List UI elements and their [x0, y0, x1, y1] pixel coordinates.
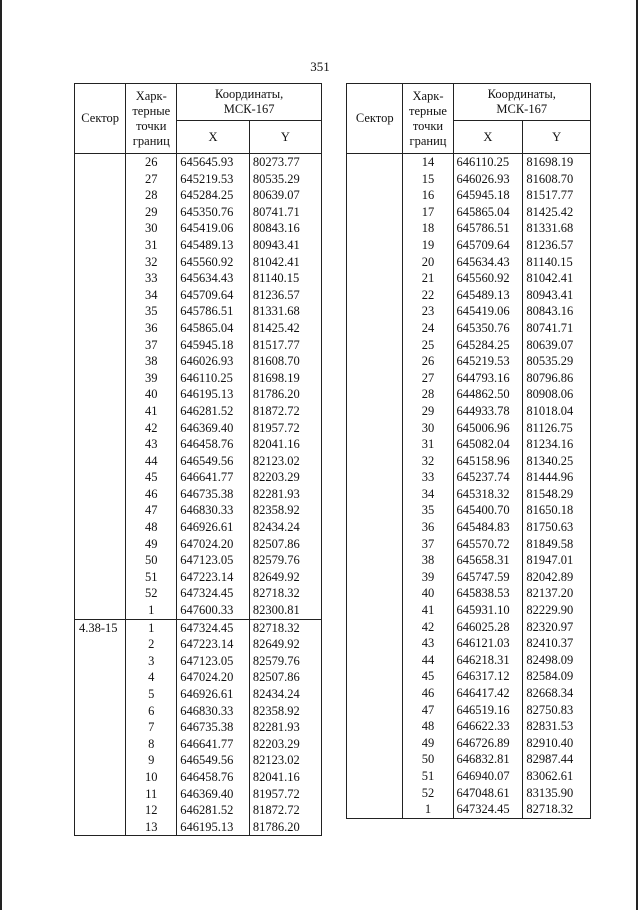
y-cell: 81786.20 [249, 819, 321, 836]
point-cell: 46 [126, 486, 177, 503]
x-cell: 646025.28 [453, 619, 523, 636]
y-cell: 82320.97 [523, 619, 591, 636]
page-number: 351 [310, 59, 330, 74]
x-cell: 646458.76 [177, 769, 250, 786]
point-cell: 12 [126, 802, 177, 819]
point-cell: 44 [403, 652, 453, 669]
y-cell: 81957.72 [249, 420, 321, 437]
x-cell: 645489.13 [453, 287, 523, 304]
y-cell: 81140.15 [249, 270, 321, 287]
y-cell: 82831.53 [523, 718, 591, 735]
point-cell: 33 [126, 270, 177, 287]
y-cell: 82750.83 [523, 702, 591, 719]
y-cell: 80273.77 [249, 154, 321, 171]
y-cell: 82649.92 [249, 636, 321, 653]
point-cell: 50 [403, 751, 453, 768]
x-cell: 647223.14 [177, 636, 250, 653]
x-cell: 645570.72 [453, 536, 523, 553]
point-cell: 41 [403, 602, 453, 619]
y-cell: 82041.16 [249, 436, 321, 453]
y-cell: 82281.93 [249, 719, 321, 736]
point-cell: 38 [403, 552, 453, 569]
y-cell: 83135.90 [523, 785, 591, 802]
table-row [347, 154, 591, 171]
x-cell: 645838.53 [453, 585, 523, 602]
point-cell: 36 [403, 519, 453, 536]
point-cell: 29 [403, 403, 453, 420]
x-cell: 646281.52 [177, 802, 250, 819]
point-cell: 52 [403, 785, 453, 802]
y-cell: 81698.19 [249, 370, 321, 387]
y-cell: 81425.42 [249, 320, 321, 337]
y-cell: 81650.18 [523, 502, 591, 519]
y-cell: 82718.32 [523, 801, 591, 818]
y-cell: 80741.71 [523, 320, 591, 337]
point-cell: 37 [403, 536, 453, 553]
point-cell: 49 [126, 536, 177, 553]
x-cell: 645400.70 [453, 502, 523, 519]
point-cell: 13 [126, 819, 177, 836]
point-cell: 28 [403, 386, 453, 403]
table-row [75, 619, 322, 636]
y-cell: 81331.68 [523, 220, 591, 237]
table-row [75, 154, 322, 171]
y-cell: 81698.19 [523, 154, 591, 171]
x-cell: 647223.14 [177, 569, 250, 586]
x-cell: 644862.50 [453, 386, 523, 403]
table-body-right [347, 154, 591, 819]
point-cell: 44 [126, 453, 177, 470]
table-body-left [75, 154, 322, 836]
point-cell: 30 [126, 220, 177, 237]
y-cell: 82410.37 [523, 635, 591, 652]
y-cell: 82123.02 [249, 453, 321, 470]
y-cell: 81548.29 [523, 486, 591, 503]
point-cell: 1 [403, 801, 453, 818]
x-cell: 646926.61 [177, 686, 250, 703]
x-cell: 646458.76 [177, 436, 250, 453]
point-cell: 23 [403, 303, 453, 320]
y-cell: 81236.57 [523, 237, 591, 254]
point-cell: 3 [126, 653, 177, 670]
y-header: Y [523, 121, 591, 154]
point-cell: 24 [403, 320, 453, 337]
x-cell: 645318.32 [453, 486, 523, 503]
x-cell: 647024.20 [177, 536, 250, 553]
x-cell: 646218.31 [453, 652, 523, 669]
point-cell: 31 [403, 436, 453, 453]
point-cell: 35 [403, 502, 453, 519]
y-cell: 80943.41 [523, 287, 591, 304]
point-cell: 15 [403, 171, 453, 188]
y-cell: 82281.93 [249, 486, 321, 503]
x-cell: 646832.81 [453, 751, 523, 768]
y-cell: 81872.72 [249, 403, 321, 420]
x-cell: 646622.33 [453, 718, 523, 735]
y-cell: 81042.41 [523, 270, 591, 287]
y-cell: 82434.24 [249, 686, 321, 703]
y-cell: 82498.09 [523, 652, 591, 669]
y-cell: 82584.09 [523, 668, 591, 685]
point-cell: 31 [126, 237, 177, 254]
y-cell: 81234.16 [523, 436, 591, 453]
x-cell: 645709.64 [177, 287, 250, 304]
y-cell: 81947.01 [523, 552, 591, 569]
y-cell: 81018.04 [523, 403, 591, 420]
point-cell: 45 [403, 668, 453, 685]
point-cell: 36 [126, 320, 177, 337]
y-cell: 81340.25 [523, 453, 591, 470]
point-cell: 29 [126, 204, 177, 221]
x-cell: 645219.53 [177, 171, 250, 188]
y-cell: 82358.92 [249, 502, 321, 519]
point-cell: 27 [403, 370, 453, 387]
y-cell: 82203.29 [249, 736, 321, 753]
x-cell: 647048.61 [453, 785, 523, 802]
x-cell: 645786.51 [453, 220, 523, 237]
x-cell: 646830.33 [177, 502, 250, 519]
x-cell: 645786.51 [177, 303, 250, 320]
point-cell: 17 [403, 204, 453, 221]
y-cell: 80908.06 [523, 386, 591, 403]
point-cell: 39 [403, 569, 453, 586]
point-cell: 14 [403, 154, 453, 171]
x-cell: 646369.40 [177, 420, 250, 437]
x-cell: 645645.93 [177, 154, 250, 171]
x-cell: 645006.96 [453, 420, 523, 437]
x-cell: 646195.13 [177, 819, 250, 836]
y-cell: 81042.41 [249, 254, 321, 271]
y-cell: 82137.20 [523, 585, 591, 602]
x-cell: 645560.92 [453, 270, 523, 287]
point-cell: 52 [126, 585, 177, 602]
y-cell: 82300.81 [249, 602, 321, 619]
x-cell: 645350.76 [177, 204, 250, 221]
x-cell: 646641.77 [177, 736, 250, 753]
coordinates-table-right [346, 83, 591, 819]
y-cell: 82718.32 [249, 585, 321, 602]
x-cell: 644933.78 [453, 403, 523, 420]
point-cell: 40 [126, 386, 177, 403]
point-cell: 1 [126, 619, 177, 636]
x-cell: 646195.13 [177, 386, 250, 403]
y-cell: 80843.16 [249, 220, 321, 237]
point-cell: 27 [126, 171, 177, 188]
sector-header: Сектор [347, 84, 403, 154]
point-cell: 9 [126, 752, 177, 769]
point-cell: 22 [403, 287, 453, 304]
y-cell: 82579.76 [249, 552, 321, 569]
x-cell: 645865.04 [177, 320, 250, 337]
x-cell: 644793.16 [453, 370, 523, 387]
point-cell: 28 [126, 187, 177, 204]
point-cell: 11 [126, 786, 177, 803]
x-cell: 646026.93 [177, 353, 250, 370]
point-cell: 18 [403, 220, 453, 237]
y-cell: 82910.40 [523, 735, 591, 752]
point-cell: 8 [126, 736, 177, 753]
point-cell: 2 [126, 636, 177, 653]
x-cell: 645658.31 [453, 552, 523, 569]
point-cell: 7 [126, 719, 177, 736]
y-cell: 82434.24 [249, 519, 321, 536]
y-cell: 82579.76 [249, 653, 321, 670]
x-cell: 645350.76 [453, 320, 523, 337]
y-cell: 80639.07 [523, 337, 591, 354]
x-cell: 646641.77 [177, 469, 250, 486]
y-cell: 81608.70 [523, 171, 591, 188]
y-cell: 81872.72 [249, 802, 321, 819]
point-cell: 38 [126, 353, 177, 370]
x-cell: 646110.25 [177, 370, 250, 387]
x-cell: 646026.93 [453, 171, 523, 188]
point-cell: 33 [403, 469, 453, 486]
y-cell: 82668.34 [523, 685, 591, 702]
y-cell: 81425.42 [523, 204, 591, 221]
point-cell: 6 [126, 703, 177, 720]
y-cell: 80796.86 [523, 370, 591, 387]
point-cell: 39 [126, 370, 177, 387]
y-cell: 82203.29 [249, 469, 321, 486]
point-cell: 48 [403, 718, 453, 735]
sector-cell: 4.38-15 [75, 619, 126, 836]
point-cell: 30 [403, 420, 453, 437]
point-cell: 41 [126, 403, 177, 420]
y-cell: 81517.77 [249, 337, 321, 354]
x-header: X [177, 121, 250, 154]
sector-cell [75, 154, 126, 620]
y-cell: 82123.02 [249, 752, 321, 769]
x-cell: 645489.13 [177, 237, 250, 254]
x-cell: 646417.42 [453, 685, 523, 702]
x-cell: 645865.04 [453, 204, 523, 221]
x-cell: 645747.59 [453, 569, 523, 586]
x-cell: 645237.74 [453, 469, 523, 486]
y-cell: 82987.44 [523, 751, 591, 768]
y-cell: 81517.77 [523, 187, 591, 204]
y-cell: 81750.63 [523, 519, 591, 536]
point-cell: 49 [403, 735, 453, 752]
sector-header: Сектор [75, 84, 126, 154]
point-cell: 32 [403, 453, 453, 470]
point-cell: 46 [403, 685, 453, 702]
x-cell: 645082.04 [453, 436, 523, 453]
y-cell: 81849.58 [523, 536, 591, 553]
x-cell: 646519.16 [453, 702, 523, 719]
y-cell: 81126.75 [523, 420, 591, 437]
x-cell: 645284.25 [453, 337, 523, 354]
y-cell: 81331.68 [249, 303, 321, 320]
y-cell: 82718.32 [249, 619, 321, 636]
point-cell: 37 [126, 337, 177, 354]
point-cell: 26 [403, 353, 453, 370]
x-cell: 646549.56 [177, 453, 250, 470]
x-cell: 645284.25 [177, 187, 250, 204]
x-cell: 646121.03 [453, 635, 523, 652]
point-cell: 42 [126, 420, 177, 437]
x-cell: 647024.20 [177, 669, 250, 686]
points-header: Харк- терные точки границ [126, 84, 177, 154]
y-cell: 80639.07 [249, 187, 321, 204]
x-cell: 647123.05 [177, 552, 250, 569]
x-cell: 647324.45 [177, 619, 250, 636]
coords-header: Координаты, МСК-167 [453, 84, 591, 121]
y-cell: 82229.90 [523, 602, 591, 619]
point-cell: 40 [403, 585, 453, 602]
y-cell: 80535.29 [523, 353, 591, 370]
x-header: X [453, 121, 523, 154]
x-cell: 646726.89 [453, 735, 523, 752]
point-cell: 51 [403, 768, 453, 785]
point-cell: 10 [126, 769, 177, 786]
x-cell: 647324.45 [453, 801, 523, 818]
coords-header: Координаты, МСК-167 [177, 84, 322, 121]
x-cell: 646940.07 [453, 768, 523, 785]
x-cell: 646549.56 [177, 752, 250, 769]
point-cell: 51 [126, 569, 177, 586]
point-cell: 42 [403, 619, 453, 636]
x-cell: 646369.40 [177, 786, 250, 803]
x-cell: 647123.05 [177, 653, 250, 670]
x-cell: 645634.43 [453, 254, 523, 271]
point-cell: 43 [403, 635, 453, 652]
x-cell: 646281.52 [177, 403, 250, 420]
y-cell: 83062.61 [523, 768, 591, 785]
y-cell: 81608.70 [249, 353, 321, 370]
y-cell: 82507.86 [249, 536, 321, 553]
x-cell: 645560.92 [177, 254, 250, 271]
point-cell: 48 [126, 519, 177, 536]
point-cell: 25 [403, 337, 453, 354]
point-cell: 4 [126, 669, 177, 686]
x-cell: 645945.18 [177, 337, 250, 354]
points-header: Харк- терные точки границ [403, 84, 453, 154]
point-cell: 5 [126, 686, 177, 703]
y-cell: 80741.71 [249, 204, 321, 221]
x-cell: 647600.33 [177, 602, 250, 619]
point-cell: 20 [403, 254, 453, 271]
point-cell: 16 [403, 187, 453, 204]
y-cell: 81957.72 [249, 786, 321, 803]
point-cell: 35 [126, 303, 177, 320]
x-cell: 646735.38 [177, 486, 250, 503]
x-cell: 645709.64 [453, 237, 523, 254]
point-cell: 50 [126, 552, 177, 569]
y-cell: 82507.86 [249, 669, 321, 686]
x-cell: 645945.18 [453, 187, 523, 204]
x-cell: 646926.61 [177, 519, 250, 536]
x-cell: 645484.83 [453, 519, 523, 536]
point-cell: 34 [126, 287, 177, 304]
y-cell: 82649.92 [249, 569, 321, 586]
x-cell: 645158.96 [453, 453, 523, 470]
point-cell: 43 [126, 436, 177, 453]
y-cell: 81444.96 [523, 469, 591, 486]
x-cell: 645419.06 [177, 220, 250, 237]
x-cell: 646110.25 [453, 154, 523, 171]
y-header: Y [249, 121, 321, 154]
x-cell: 647324.45 [177, 585, 250, 602]
point-cell: 47 [126, 502, 177, 519]
y-cell: 80943.41 [249, 237, 321, 254]
x-cell: 645219.53 [453, 353, 523, 370]
point-cell: 34 [403, 486, 453, 503]
x-cell: 645419.06 [453, 303, 523, 320]
y-cell: 81140.15 [523, 254, 591, 271]
y-cell: 82042.89 [523, 569, 591, 586]
y-cell: 81786.20 [249, 386, 321, 403]
x-cell: 645634.43 [177, 270, 250, 287]
point-cell: 1 [126, 602, 177, 619]
point-cell: 19 [403, 237, 453, 254]
point-cell: 45 [126, 469, 177, 486]
x-cell: 646317.12 [453, 668, 523, 685]
x-cell: 645931.10 [453, 602, 523, 619]
point-cell: 26 [126, 154, 177, 171]
x-cell: 646830.33 [177, 703, 250, 720]
sector-cell [347, 154, 403, 819]
y-cell: 81236.57 [249, 287, 321, 304]
y-cell: 82358.92 [249, 703, 321, 720]
x-cell: 646735.38 [177, 719, 250, 736]
point-cell: 47 [403, 702, 453, 719]
y-cell: 80535.29 [249, 171, 321, 188]
coordinates-table-left [74, 83, 322, 836]
point-cell: 32 [126, 254, 177, 271]
y-cell: 82041.16 [249, 769, 321, 786]
point-cell: 21 [403, 270, 453, 287]
y-cell: 80843.16 [523, 303, 591, 320]
